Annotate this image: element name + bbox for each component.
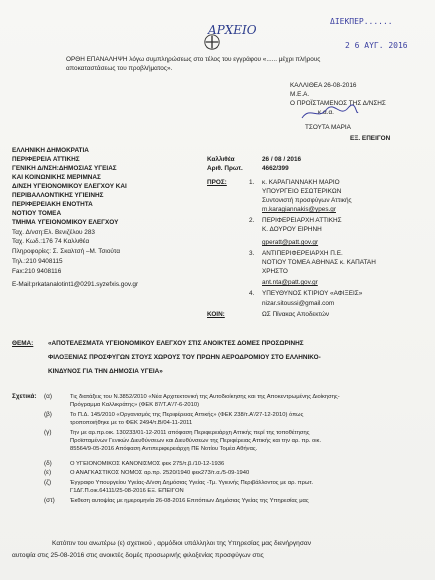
correction-notice-line1: ΟΡΘΗ ΕΠΑΝΑΛΗΨΗ λόγω συμπληρώσεως στο τέλος του εγγράφου «...... μέχρι πλήρους — [66, 56, 321, 63]
sender-postal: Ταχ. Κωδ.:176 74 Καλλιθέα — [12, 238, 90, 245]
sender-fax: Fax:210 9408116 — [12, 268, 62, 275]
recipient-2-line: ΠΕΡΙΦΕΡΕΙΑΡΧΗ ΑΤΤΙΚΗΣ — [262, 217, 342, 224]
sender-line3: ΓΕΝΙΚΗ Δ/ΝΣΗ:ΔΗΜΟΣΙΑΣ ΥΓΕΙΑΣ — [12, 165, 117, 172]
recipient-3-num: 3. — [249, 250, 255, 257]
recipient-4-num: 4. — [249, 290, 255, 297]
cc-label: ΚΟΙΝ: — [207, 311, 225, 318]
recipient-4-email[interactable]: nizar.sitoussi@gmail.com — [262, 300, 335, 307]
sender-line6: ΠΕΡΙΒΑΛΛΟΝΤΙΚΗΣ ΥΓΙΕΙΝΗΣ — [12, 192, 104, 199]
recipient-3-line: ΑΝΤΙΠΕΡΙΦΕΡΕΙΑΡΧΗ Π.Ε. — [262, 250, 343, 257]
recipient-1-email[interactable]: m.karagiannakis@ypes.gr — [262, 206, 336, 213]
recipient-3-line: ΝΟΤΙΟΥ ΤΟΜΕΑ ΑΘΗΝΑΣ κ. ΚΑΠΑΤΑΗ — [262, 259, 376, 266]
subject-line2: ΦΙΛΟΞΕΝΙΑΣ ΠΡΟΣΦΥΓΩΝ ΣΤΟΥΣ ΧΩΡΟΥΣ ΤΟΥ ΠΡΩΗΝ ΑΕΡΟΔΡΟΜΙΟΥ ΣΤΟ ΕΛΛΗΝΙΚΟ- — [48, 354, 321, 361]
meta-place-label: Καλλιθέα — [207, 156, 235, 163]
reference-line: Προϊσταμένων Γενικών Διευθύνσεων και Διευθύνσεων της Περιφέρειας Αττικής και την αρ. πρ. οικ. — [70, 438, 322, 444]
meta-date: 26 / 08 / 2016 — [262, 156, 302, 163]
sender-line8: ΝΟΤΙΟΥ ΤΟΜΕΑ — [12, 210, 62, 217]
references-label: Σχετικά: — [12, 393, 37, 400]
reference-tag: (α) — [44, 393, 52, 400]
sender-line4: ΚΑΙ ΚΟΙΝΩΝΙΚΗΣ ΜΕΡΙΜΝΑΣ — [12, 174, 101, 181]
sender-line5: Δ/ΝΣΗ ΥΓΕΙΟΝΟΜΙΚΟΥ ΕΛΕΓΧΟΥ ΚΑΙ — [12, 183, 127, 190]
approval-urgent: ΕΞ. ΕΠΕΙΓΟΝ — [350, 135, 391, 142]
sender-line1: ΕΛΛΗΝΙΚΗ ΔΗΜΟΚΡΑΤΙΑ — [12, 147, 89, 154]
sender-email: E-Mail:prkatanalotint1@0291.syzefxis.gov.gr — [12, 281, 139, 288]
cc-value: ΩΣ Πίνακας Αποδεκτών — [262, 311, 330, 318]
reference-line: 85564/9-05-2016 Απόφαση Αντιπεριφερειάρχη ΠΕ Νοτίου Τομέα Αθήνας. — [70, 446, 258, 452]
subject-label: ΘΕΜΑ: — [12, 340, 34, 347]
reference-tag: (β) — [44, 411, 52, 418]
recipient-2-line: Κ. ΔΟΥΡΟΥ ΕΙΡΗΝΗ — [262, 226, 322, 233]
recipient-1-num: 1. — [249, 179, 255, 186]
reference-line: Γ1ΔΓ.Π.οικ.64111/25-08-2016 ΕΞ. ΕΠΕΙΓΟΝ — [70, 488, 184, 494]
recipients-label: ΠΡΟΣ: — [207, 179, 227, 186]
reference-line: Ο ΑΝΑΓΚΑΣΤΙΚΟΣ ΝΟΜΟΣ αρ.πρ. 2520/1940 φεκ273/τ.α./5-09-1940 — [70, 470, 250, 476]
dispatch-stamp: ΔΙΕΚΠΕΡ...... — [330, 17, 393, 26]
reference-line: Έκθεση αυτοψίας με ημερομηνία 26-08-2016 Επιτόπιων Δημόσιας Υγείας της Υπηρεσίας μας — [70, 498, 309, 504]
greek-emblem-icon — [203, 33, 221, 51]
reference-line: Πρόγραμμα Καλλικράτης» (ΦΕΚ 87/Τ.Α'/7-6-2010) — [70, 402, 200, 408]
recipient-1-line: Συντονιστή προσφύγων Αττικής — [262, 197, 352, 204]
sender-info: Πληροφορίες: Σ. Σκαλτσή –Μ. Τσιούτα — [12, 248, 121, 255]
approval-role: Ο ΠΡΟΪΣΤΑΜΕΝΟΣ ΤΗΣ Δ/ΝΣΗΣ — [290, 100, 386, 107]
reference-line: Την με αρ.πρ.οικ. 130233/01-12-2011 απόφαση Περιφερειάρχη Αττικής περί της τοποθέτησης — [70, 430, 310, 436]
subject-line1: «ΑΠΟΤΕΛΕΣΜΑΤΑ ΥΓΕΙΟΝΟΜΙΚΟΥ ΕΛΕΓΧΟΥ ΣΤΙΣ ΑΝΟΙΚΤΕΣ ΔΟΜΕΣ ΠΡΟΣΩΡΙΝΗΣ — [48, 340, 304, 347]
recipient-3-line: ΧΡΗΣΤΟ — [262, 268, 288, 275]
sender-tel: Τηλ.:210 9408115 — [12, 258, 63, 265]
reference-line: Τις διατάξεις του Ν.3852/2010 «Νέα Αρχιτεκτονική της Αυτοδιοίκησης και της Αποκεντρωμένης Διοίκησης- — [70, 394, 340, 400]
approval-mea: Μ.Ε.Α. — [290, 91, 310, 98]
reference-line: Έγγραφο Υπουργείου Υγείας-Δ/νση Δημόσιας Υγείας -Τμ. Υγιεινής Περιβάλλοντος με αρ. πρωτ. — [70, 480, 314, 486]
approval-place-date: ΚΑΛΛΙΘΕΑ 26-08-2016 — [290, 82, 357, 89]
reference-tag: (ζ) — [44, 479, 52, 486]
recipient-3-email[interactable]: ant.nta@patt.gov.gr — [262, 279, 318, 286]
reference-line: Ο ΥΓΕΙΟΝΟΜΙΚΟΣ ΚΑΝΟΝΙΣΜΟΣ φεκ 275/τ.β./10-12-1936 — [70, 461, 225, 467]
reference-tag: (δ) — [44, 460, 52, 467]
meta-prot-value: 4662/399 — [262, 165, 289, 172]
recipient-1-line: ΥΠΟΥΡΓΕΙΟ ΕΣΩΤΕΡΙΚΩΝ — [262, 188, 342, 195]
sender-line9: ΤΜΗΜΑ ΥΓΕΙΟΝΟΜΙΚΟΥ ΕΛΕΓΧΟΥ — [12, 219, 119, 226]
reference-line: τροποποιήθηκε με το ΦΕΚ 2494/τ.Β/04-11-2011 — [70, 420, 193, 426]
meta-prot-label: Αριθ. Πρωτ. — [207, 165, 243, 172]
reference-tag: (ε) — [44, 469, 52, 476]
subject-line3: ΚΙΝΔΥΝΟΣ ΓΙΑ ΤΗΝ ΔΗΜΟΣΙΑ ΥΓΕΙΑ» — [48, 368, 163, 375]
sender-line2: ΠΕΡΙΦΕΡΕΙΑ ΑΤΤΙΚΗΣ — [12, 156, 80, 163]
body-line1: Κατόπιν του ανωτέρω (ε) σχετικού , αρμόδιοι υπάλληλοι της Υπηρεσίας μας διενήργησαν — [52, 540, 311, 547]
reference-tag: (στ) — [44, 497, 55, 504]
recipient-4-line: ΥΠΕΥΘΥΝΟΣ ΚΤΙΡΙΟΥ «ΑΦΙΞΕΙΣ» — [262, 290, 363, 297]
sender-line7: ΠΕΡΙΦΕΡΕΙΑΚΗ ΕΝΟΤΗΤΑ — [12, 201, 93, 208]
sender-address: Ταχ. Δ/νση:Ελ. Βενιζέλου 283 — [12, 229, 95, 236]
body-line2: αυτοψία στις 25-08-2016 στις ανοικτές δομές προσωρινής φιλοξενίας προσφύγων στις — [12, 552, 264, 559]
correction-notice-line2: αποκαταστάσεως του προβλήματος». — [66, 65, 173, 72]
handwritten-archive-note: ΑΡΧΕΙΟ — [208, 23, 257, 37]
signature-scribble — [300, 104, 360, 122]
recipient-2-email[interactable]: gperatt@patt.gov.gr — [262, 239, 319, 246]
approval-name: ΤΣΟΥΤΑ ΜΑΡΙΑ — [305, 124, 351, 131]
recipient-2-num: 2. — [249, 217, 255, 224]
recipient-1-line: κ. ΚΑΡΑΓΙΑΝΝΑΚΗ ΜΑΡΙΟ — [262, 179, 340, 186]
reference-line: Το Π.Δ. 145/2010 «Οργανισμός της Περιφέρειας Αττικής» (ΦΕΚ 238/τ.Α'/27-12-2010) όπως — [70, 412, 304, 418]
dispatch-stamp-date: 2 6 ΑΥΓ. 2016 — [345, 41, 408, 50]
reference-tag: (γ) — [44, 429, 52, 436]
approval-kaa: κ.α.α. — [318, 109, 334, 116]
